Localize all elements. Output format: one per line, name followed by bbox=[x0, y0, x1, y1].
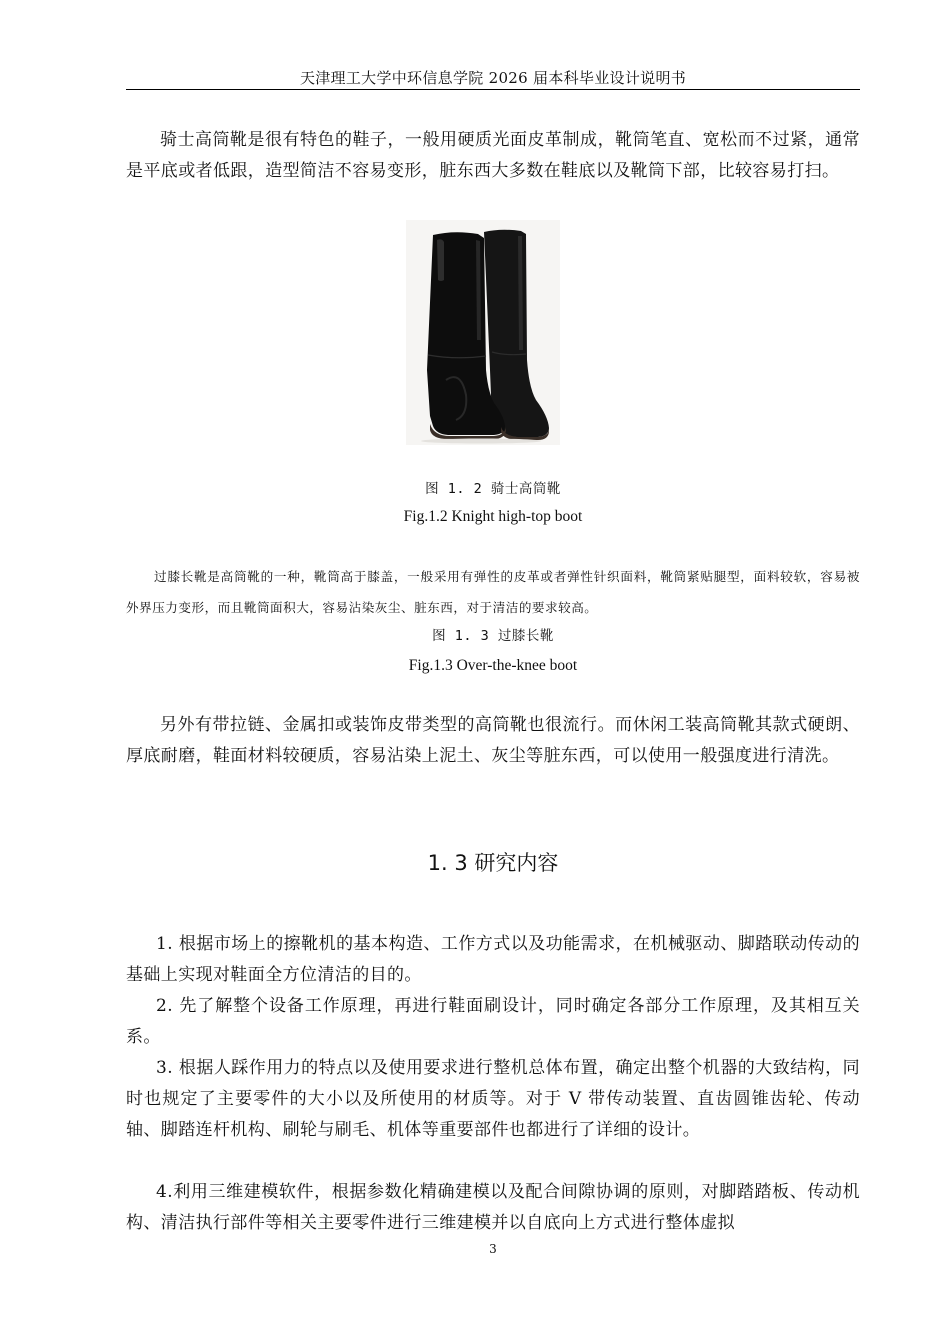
section-title: 1. 3 研究内容 bbox=[427, 851, 559, 875]
research-item-2: 2. 先了解整个设备工作原理，再进行鞋面刷设计，同时确定各部分工作原理，及其相互关系。 bbox=[126, 996, 860, 1047]
figure-1-3-caption-en: Fig.1.3 Over-the-knee boot bbox=[408, 657, 578, 674]
other-types-paragraph: 另外有带拉链、金属扣或装饰皮带类型的高筒靴也很流行。而休闲工装高筒靴其款式硬朗、厚底耐磨，鞋面材料较硬质，容易沾染上泥土、灰尘等脏东西，可以使用一般强度进行清洗。 bbox=[126, 715, 860, 766]
knight-boot-paragraph: 骑士高筒靴是很有特色的鞋子，一般用硬质光面皮革制成，靴筒笔直、宽松而不过紧，通常是平底或者低跟，造型简洁不容易变形，脏东西大多数在鞋底以及靴筒下部，比较容易打扫。 bbox=[126, 130, 860, 181]
page-header: 天津理工大学中环信息学院 2026 届本科毕业设计说明书 bbox=[299, 69, 687, 87]
figure-1-2-caption-cn: 图 1. 2 骑士高筒靴 bbox=[425, 481, 561, 497]
figure-1-3-caption-cn: 图 1. 3 过膝长靴 bbox=[432, 628, 554, 644]
research-item-4: 4.利用三维建模软件，根据参数化精确建模以及配合间隙协调的原则，对脚踏踏板、传动机构、清洁执行部件等相关主要零件进行三维建模并以自底向上方式进行整体虚拟 bbox=[126, 1182, 860, 1233]
research-item-1: 1. 根据市场上的擦靴机的基本构造、工作方式以及功能需求，在机械驱动、脚踏联动传动的基础上实现对鞋面全方位清洁的目的。 bbox=[126, 934, 860, 985]
figure-1-2-caption-en: Fig.1.2 Knight high-top boot bbox=[403, 508, 583, 525]
page-number: 3 bbox=[489, 1242, 497, 1256]
header-rule bbox=[126, 89, 860, 90]
over-knee-paragraph: 过膝长靴是高筒靴的一种，靴筒高于膝盖，一般采用有弹性的皮革或者弹性针织面料，靴筒紧贴腿型，面料较软，容易被外界压力变形，而且靴筒面积大，容易沾染灰尘、脏东西，对于清洁的要求较高。 bbox=[126, 569, 860, 615]
knight-boot-photo bbox=[406, 220, 560, 445]
research-item-3: 3. 根据人踩作用力的特点以及使用要求进行整机总体布置，确定出整个机器的大致结构，同时也规定了主要零件的大小以及所使用的材质等。对于 V 带传动装置、直齿圆锥齿轮、传动轴、脚踏连杆机构、刷轮与刷毛、机体等重要部件也都进行了详细的设计。 bbox=[126, 1058, 860, 1140]
